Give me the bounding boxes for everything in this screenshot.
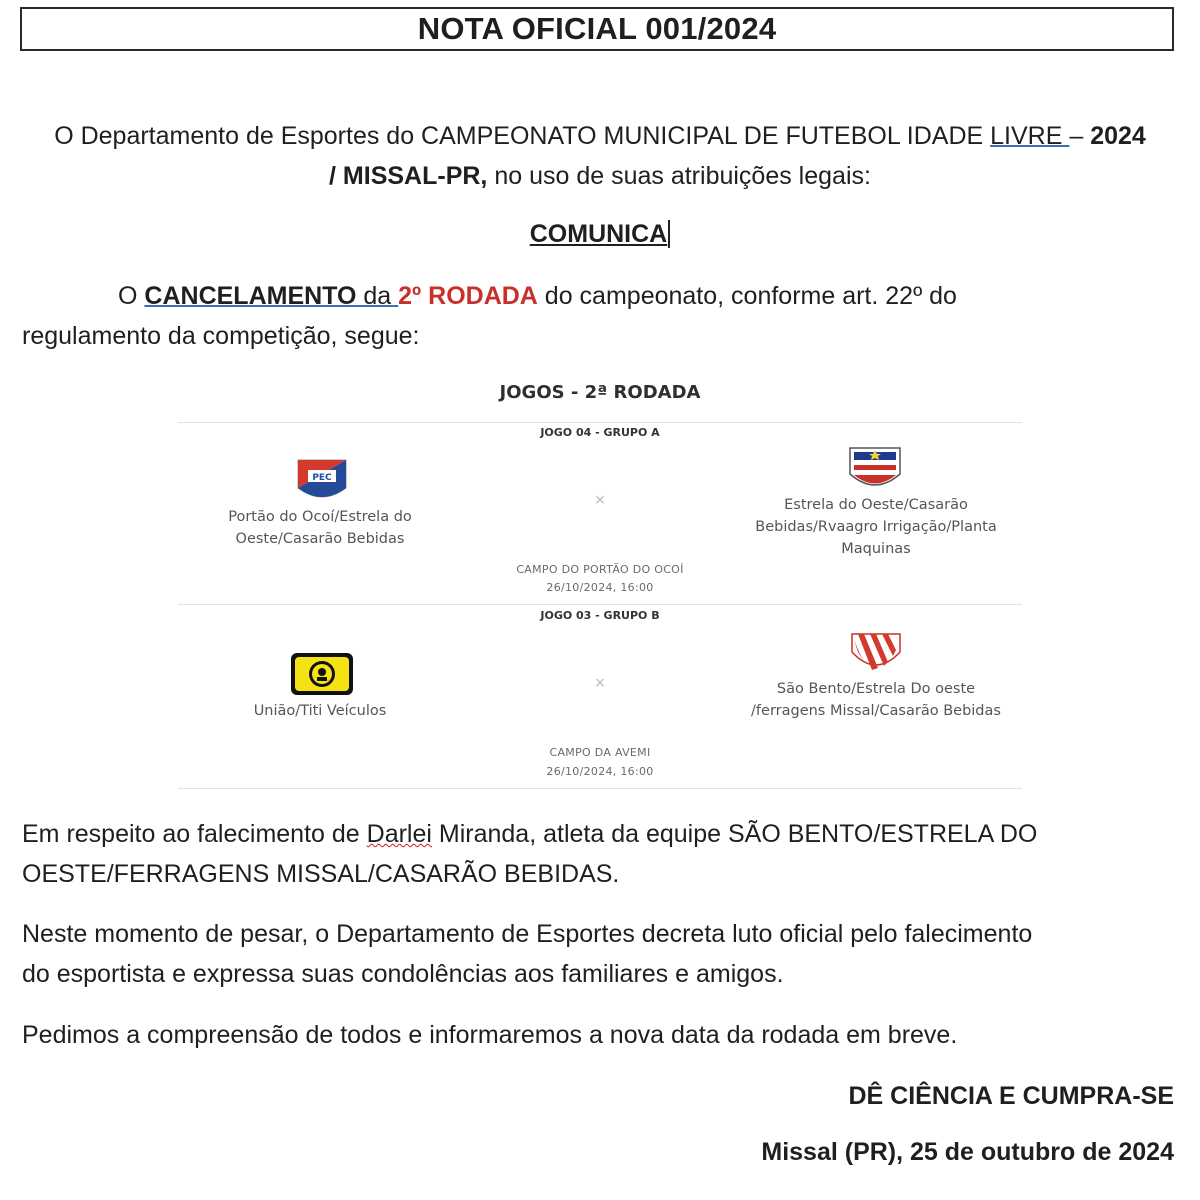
cancel-paragraph (22, 276, 957, 356)
pedimos-paragraph: Pedimos a compreensão de todos e informaremos a nova data da rodada em breve. (22, 1021, 958, 1049)
sao-bento-crest-icon (848, 632, 904, 676)
title-text: NOTA OFICIAL 001/2024 (417, 11, 777, 46)
document-title (20, 7, 1174, 51)
vs-mark: × (594, 675, 606, 691)
datetime-text: 26/10/2024, 16:00 (546, 765, 654, 778)
cancel-line-2: regulamento da competição, segue: (22, 322, 420, 350)
uniao-titi-crest-icon (290, 652, 354, 696)
intro-paragraph (20, 116, 1180, 196)
respeito-line-2: OESTE/FERRAGENS MISSAL/CASARÃO BEBIDAS. (22, 860, 620, 888)
away-team-name: Estrela do Oeste/Casarão Bebidas/Rvaagro Irrigação/Planta Maquinas (755, 497, 997, 557)
local-date-line: Missal (PR), 25 de outubro de 2024 (761, 1138, 1174, 1166)
portao-ocoi-crest-icon (296, 458, 348, 502)
divider (178, 788, 1022, 789)
games-title: JOGOS - 2ª RODADA (499, 382, 701, 403)
match-label: JOGO 04 - GRUPO A (540, 426, 660, 439)
divider (178, 422, 1022, 423)
home-team-name: União/Titi Veículos (253, 703, 387, 719)
comunica-heading: COMUNICA (0, 214, 1200, 254)
cancelamento-word: CANCELAMENTO (144, 282, 364, 310)
away-team-name: São Bento/Estrela Do oeste /ferragens Missal/Casarão Bebidas (751, 681, 1001, 719)
divider (178, 604, 1022, 605)
intro-line-1: O Departamento de Esportes do CAMPEONATO MUNICIPAL DE FUTEBOL IDADE LIVRE – 2024 (54, 122, 1146, 150)
livre-underlined: LIVRE (990, 122, 1070, 150)
venue-text: CAMPO DA AVEMI (549, 746, 651, 759)
datetime-text: 26/10/2024, 16:00 (546, 581, 654, 594)
estrela-oeste-crest-icon (846, 446, 904, 494)
respeito-paragraph (22, 814, 1037, 894)
match-label: JOGO 03 - GRUPO B (540, 609, 660, 622)
svg-text:PEC: PEC (312, 473, 332, 483)
spellcheck-word: Darlei (366, 820, 432, 848)
rodada-highlight: 2º RODADA (398, 282, 538, 310)
luto-paragraph (22, 914, 1032, 994)
cancel-line-1: O CANCELAMENTO da 2º RODADA do campeonato, conforme art. 22º do (118, 282, 957, 310)
home-team-name: Portão do Ocoí/Estrela do Oeste/Casarão Bebidas (228, 509, 412, 547)
intro-line-2: / MISSAL-PR, no uso de suas atribuições legais: (329, 162, 871, 190)
games-table (178, 372, 1022, 792)
venue-text: CAMPO DO PORTÃO DO OCOÍ (516, 563, 684, 576)
luto-line-2: do esportista e expressa suas condolências aos familiares e amigos. (22, 960, 784, 988)
respeito-line-1: Em respeito ao falecimento de Darlei Miranda, atleta da equipe SÃO BENTO/ESTRELA DO (22, 820, 1038, 848)
ciencia-line: DÊ CIÊNCIA E CUMPRA-SE (848, 1082, 1174, 1110)
luto-line-1: Neste momento de pesar, o Departamento de Esportes decreta luto oficial pelo falecimento (22, 920, 1033, 948)
vs-mark: × (594, 492, 606, 508)
